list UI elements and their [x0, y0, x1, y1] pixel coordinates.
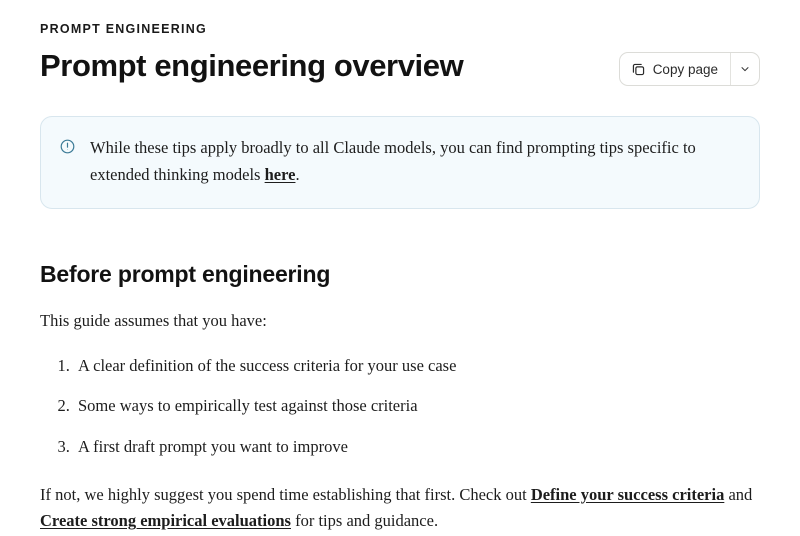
- callout-text-after: .: [295, 164, 300, 184]
- closing-text-2: and: [724, 485, 753, 504]
- define-success-criteria-link[interactable]: Define your success criteria: [530, 485, 725, 504]
- list-item: 1. A clear definition of the success criteria for your use case: [74, 353, 760, 379]
- info-callout: [40, 116, 760, 209]
- list-item: 3. A first draft prompt you want to improve: [74, 434, 760, 460]
- list-item: 2. Some ways to empirically test against those criteria: [74, 393, 760, 419]
- callout-text: [90, 135, 739, 188]
- copy-page-button[interactable]: [620, 53, 730, 85]
- page-title: Prompt engineering overview: [40, 48, 464, 83]
- closing-text-3: for tips and guidance.: [290, 511, 439, 531]
- copy-page-label: Copy page: [652, 61, 718, 77]
- closing-paragraph: [40, 482, 760, 535]
- closing-text-1: If not, we highly suggest you spend time establishing that first. Check out: [40, 485, 531, 504]
- title-row: [40, 48, 760, 86]
- section-intro: This guide assumes that you have:: [40, 311, 267, 331]
- chevron-down-icon: [739, 63, 751, 75]
- section-heading: Before prompt engineering: [40, 261, 331, 288]
- copy-icon: [631, 62, 646, 77]
- empirical-evaluations-link[interactable]: Create strong empirical evaluations: [40, 511, 291, 531]
- extended-thinking-link[interactable]: here: [264, 164, 296, 184]
- document-page: [0, 22, 800, 536]
- requirements-list: [40, 353, 760, 460]
- callout-text-before: While these tips apply broadly to all Claude models, you can find prompting tips specific to extended thinking models: [90, 138, 696, 184]
- copy-options-button[interactable]: [731, 53, 759, 85]
- breadcrumb: PROMPT ENGINEERING: [40, 22, 207, 36]
- info-circle-icon: [59, 138, 76, 155]
- copy-page-button-group[interactable]: [619, 52, 760, 86]
